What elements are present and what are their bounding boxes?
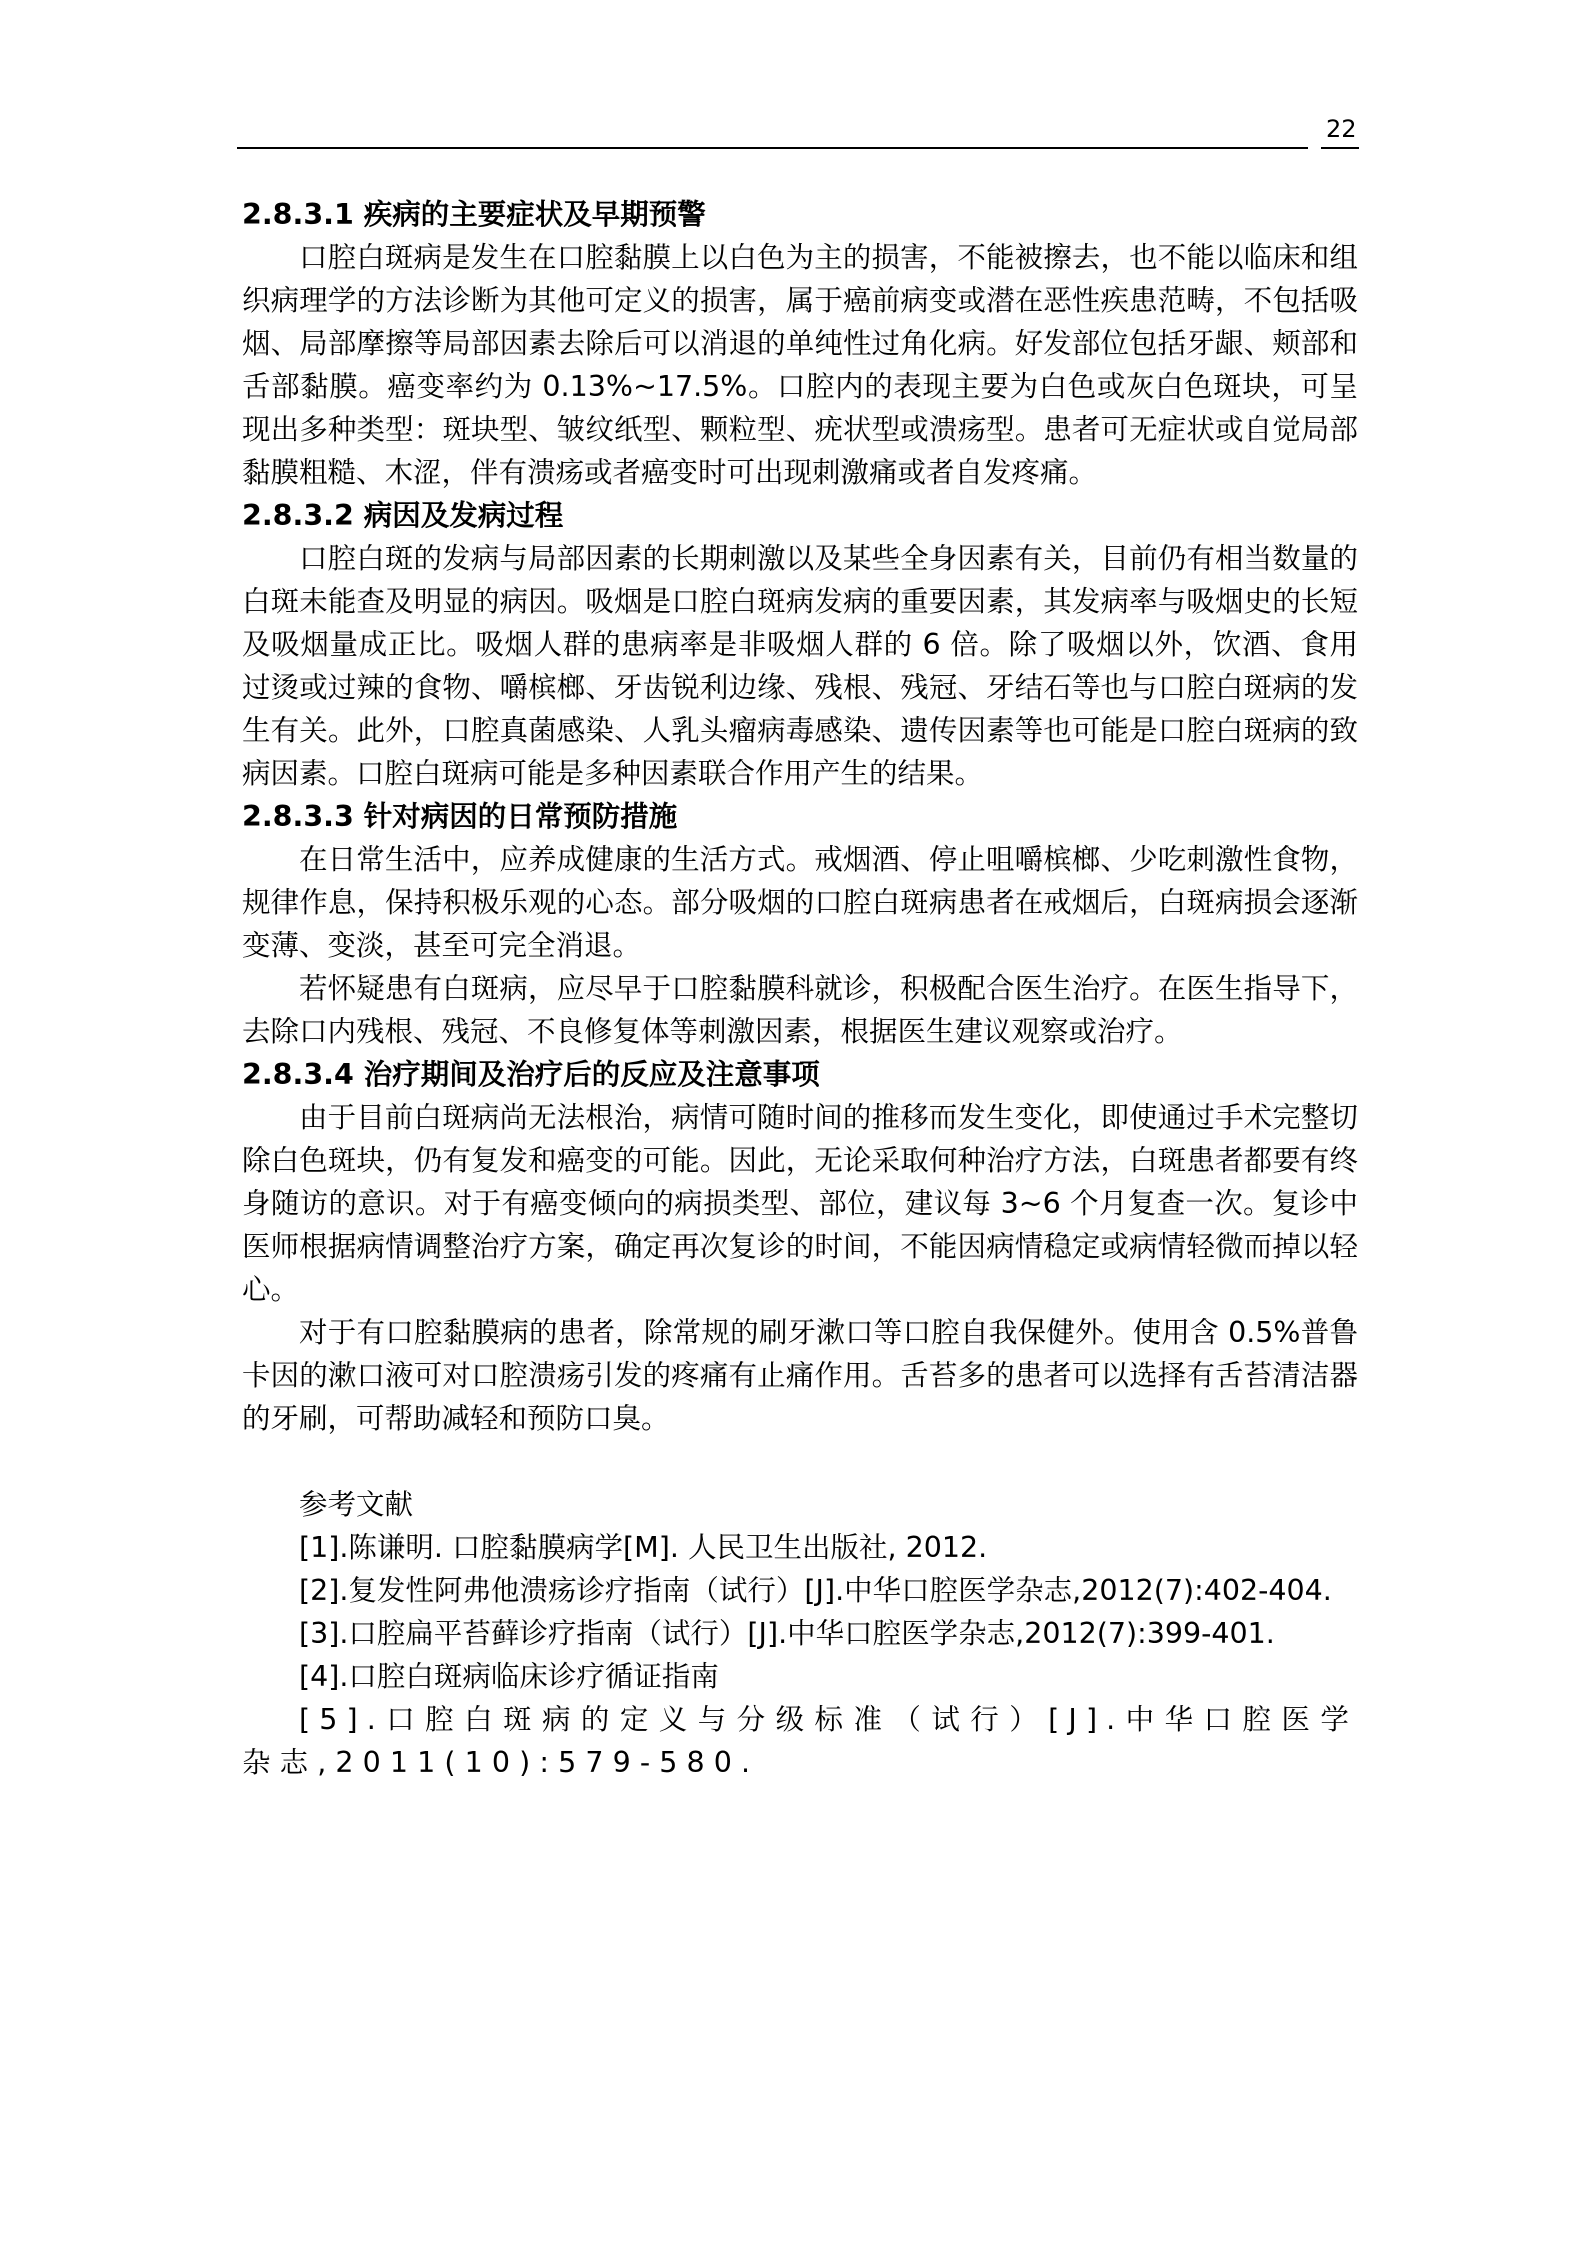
reference-item: [1].陈谦明. 口腔黏膜病学[M]. 人民卫生出版社, 2012.: [299, 1531, 988, 1564]
body-paragraph: 对于有口腔黏膜病的患者，除常规的刷牙漱口等口腔自我保健外。使用含 0.5%普鲁卡因的漱口液可对口腔溃疡引发的疼痛有止痛作用。舌苔多的患者可以选择有舌苔清洁器的牙刷，可帮助减轻和预防口臭。: [242, 1316, 1358, 1435]
page-number-underline: [1321, 147, 1359, 149]
reference-item: [3].口腔扁平苔藓诊疗指南（试行）[J].中华口腔医学杂志,2012(7):399-401.: [299, 1617, 1275, 1650]
page-number: 22: [1326, 115, 1357, 143]
body-paragraph: 在日常生活中，应养成健康的生活方式。戒烟酒、停止咀嚼槟榔、少吃刺激性食物，规律作息，保持积极乐观的心态。部分吸烟的口腔白斑病患者在戒烟后，白斑病损会逐渐变薄、变淡，甚至可完全消退。: [242, 843, 1358, 962]
section-heading: 2.8.3.2 病因及发病过程: [242, 499, 564, 532]
reference-item: [4].口腔白斑病临床诊疗循证指南: [299, 1660, 719, 1693]
header-rule: [237, 147, 1308, 149]
section-heading: 2.8.3.4 治疗期间及治疗后的反应及注意事项: [242, 1058, 820, 1091]
body-paragraph: 口腔白斑病是发生在口腔黏膜上以白色为主的损害，不能被擦去，也不能以临床和组织病理学的方法诊断为其他可定义的损害，属于癌前病变或潜在恶性疾患范畴，不包括吸烟、局部摩擦等局部因素去除后可以消退的单纯性过角化病。好发部位包括牙龈、颊部和舌部黏膜。癌变率约为 0.13%~17.5%。口腔内的表现主要为白色或灰白色斑块，可呈现出多种类型：斑块型、皱纹纸型、颗粒型、疣状型或溃疡型。患者可无症状或自觉局部黏膜粗糙、木涩，伴有溃疡或者癌变时可出现刺激痛或者自发疼痛。: [242, 241, 1358, 489]
section-heading: 2.8.3.3 针对病因的日常预防措施: [242, 800, 678, 833]
section-heading: 2.8.3.1 疾病的主要症状及早期预警: [242, 198, 706, 231]
references-title: 参考文献: [299, 1488, 414, 1521]
body-paragraph: 由于目前白斑病尚无法根治，病情可随时间的推移而发生变化，即使通过手术完整切除白色斑块，仍有复发和癌变的可能。因此，无论采取何种治疗方法，白斑患者都要有终身随访的意识。对于有癌变倾向的病损类型、部位，建议每 3~6 个月复查一次。复诊中医师根据病情调整治疗方案，确定再次复诊的时间，不能因病情稳定或病情轻微而掉以轻心。: [242, 1101, 1358, 1306]
reference-item: [5].口腔白斑病的定义与分级标准（试行）[J].中华口腔医学杂志,2011(10):579-580.: [242, 1703, 1358, 1779]
body-paragraph: 口腔白斑的发病与局部因素的长期刺激以及某些全身因素有关，目前仍有相当数量的白斑未能查及明显的病因。吸烟是口腔白斑病发病的重要因素，其发病率与吸烟史的长短及吸烟量成正比。吸烟人群的患病率是非吸烟人群的 6 倍。除了吸烟以外，饮酒、食用过烫或过辣的食物、嚼槟榔、牙齿锐利边缘、残根、残冠、牙结石等也与口腔白斑病的发生有关。此外，口腔真菌感染、人乳头瘤病毒感染、遗传因素等也可能是口腔白斑病的致病因素。口腔白斑病可能是多种因素联合作用产生的结果。: [242, 542, 1358, 790]
section-symptoms: [242, 193, 1358, 494]
section-treatment-notes: [242, 1053, 1358, 1440]
document-body: [242, 193, 1358, 1784]
body-paragraph: 若怀疑患有白斑病，应尽早于口腔黏膜科就诊，积极配合医生治疗。在医生指导下，去除口内残根、残冠、不良修复体等刺激因素，根据医生建议观察或治疗。: [242, 972, 1358, 1048]
section-etiology: [242, 494, 1358, 795]
reference-item: [2].复发性阿弗他溃疡诊疗指南（试行）[J].中华口腔医学杂志,2012(7):402-404.: [299, 1574, 1332, 1607]
references: [242, 1483, 1358, 1784]
section-prevention: [242, 795, 1358, 1053]
